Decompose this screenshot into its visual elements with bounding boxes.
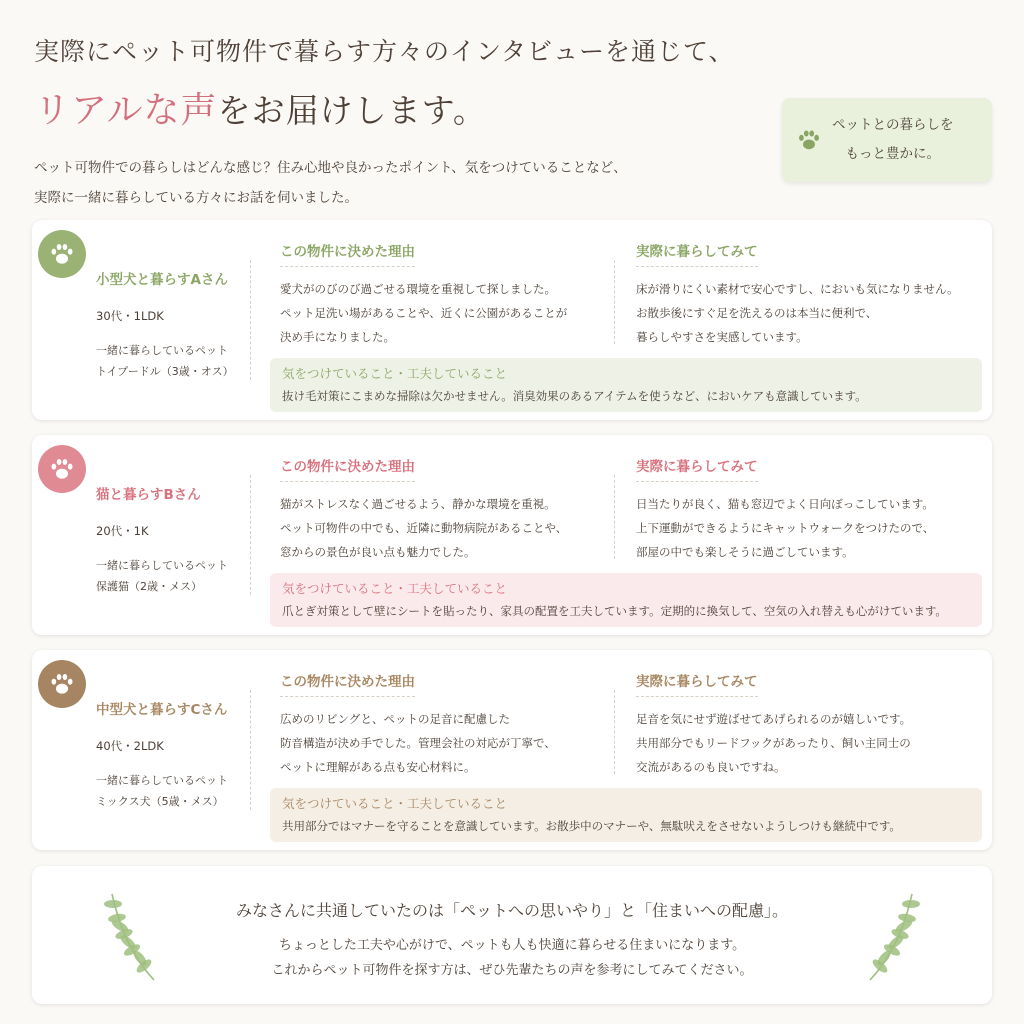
living-section bbox=[636, 240, 976, 349]
tips-heading: 気をつけていること・工夫していること bbox=[282, 581, 508, 596]
section-heading: 実際に暮らしてみて bbox=[636, 670, 758, 697]
text-line: 足音を気にせず遊ばせてあげられるのが嬉しいです。 bbox=[636, 712, 912, 726]
interview-card bbox=[32, 435, 992, 635]
page-header bbox=[34, 32, 794, 213]
text-line: 猫がストレスなく過ごせるよう、静かな環境を重視。 bbox=[280, 497, 556, 511]
summary-line: ちょっとした工夫や心がけで、ペットも人も快適に暮らせる住まいになります。 bbox=[278, 938, 746, 953]
summary-line: これからペット可物件を探す方は、ぜひ先輩たちの声を参考にしてみてください。 bbox=[271, 963, 753, 978]
paw-icon bbox=[38, 660, 86, 708]
page-title-line2 bbox=[34, 82, 794, 133]
interviewee-meta: 40代・2LDK bbox=[96, 739, 164, 753]
section-heading: 実際に暮らしてみて bbox=[636, 240, 758, 267]
interviewee-info bbox=[96, 698, 256, 812]
interviewee-info bbox=[96, 268, 256, 382]
interview-card bbox=[32, 650, 992, 850]
section-heading: この物件に決めた理由 bbox=[280, 670, 415, 697]
section-text bbox=[280, 492, 600, 564]
section-heading: この物件に決めた理由 bbox=[280, 240, 415, 267]
pet-detail: トイプードル（3歳・オス） bbox=[96, 365, 234, 378]
interviewee-name: 小型犬と暮らすAさん bbox=[96, 272, 228, 288]
paw-icon bbox=[38, 230, 86, 278]
text-line: ペットに理解がある点も安心材料に。 bbox=[280, 760, 476, 774]
paw-icon bbox=[796, 127, 822, 153]
section-text bbox=[636, 707, 976, 779]
tips-heading: 気をつけていること・工夫していること bbox=[282, 366, 508, 381]
text-line: 上下運動ができるようにキャットウォークをつけたので、 bbox=[636, 521, 935, 535]
page-title-line1: 実際にペット可物件で暮らす方々のインタビューを通じて、 bbox=[34, 37, 735, 66]
lead-text bbox=[34, 153, 794, 213]
divider bbox=[250, 475, 251, 595]
tips-heading: 気をつけていること・工夫していること bbox=[282, 796, 508, 811]
tips-text: 爪とぎ対策として壁にシートを貼ったり、家具の配置を工夫しています。定期的に換気して、空気の入れ替えも心がけています。 bbox=[282, 604, 947, 618]
text-line: 日当たりが良く、猫も窓辺でよく日向ぼっこしています。 bbox=[636, 497, 934, 511]
pet-info bbox=[96, 340, 256, 382]
section-text bbox=[636, 492, 976, 564]
tips-box bbox=[270, 573, 982, 627]
tagline-line: もっと豊かに。 bbox=[845, 146, 940, 162]
divider bbox=[250, 690, 251, 810]
text-line: 窓からの景色が良い点も魅力でした。 bbox=[280, 545, 476, 559]
text-line: 決め手になりました。 bbox=[280, 330, 395, 344]
pet-label: 一緒に暮らしているペット bbox=[96, 344, 228, 357]
pet-detail: 保護猫（2歳・メス） bbox=[96, 580, 202, 593]
divider bbox=[614, 690, 615, 774]
divider bbox=[614, 260, 615, 344]
divider bbox=[250, 260, 251, 380]
tagline-box bbox=[782, 98, 992, 182]
section-text bbox=[280, 707, 600, 779]
leaf-branch-icon bbox=[84, 888, 164, 984]
lead-line: 実際に一緒に暮らしている方々にお話を伺いました。 bbox=[34, 190, 358, 206]
lead-line: ペット可物件での暮らしはどんな感じ？住み心地や良かったポイント、気をつけていることなど、 bbox=[34, 160, 627, 176]
text-line: 広めのリビングと、ペットの足音に配慮した bbox=[280, 712, 510, 726]
tagline-line: ペットとの暮らしを bbox=[832, 117, 954, 133]
reason-section bbox=[280, 240, 600, 349]
leaf-branch-icon bbox=[860, 888, 940, 984]
tips-text: 共用部分ではマナーを守ることを意識しています。お散歩中のマナーや、無駄吠えをさせないようしつけも継続中です。 bbox=[282, 819, 901, 833]
text-line: 防音構造が決め手でした。管理会社の対応が丁寧で、 bbox=[280, 736, 556, 750]
text-line: ペット可物件の中でも、近隣に動物病院があることや、 bbox=[280, 521, 568, 535]
text-line: 交流があるのも良いですね。 bbox=[636, 760, 786, 774]
interview-card bbox=[32, 220, 992, 420]
title-accent: リアルな声 bbox=[34, 90, 218, 131]
section-text bbox=[280, 277, 600, 349]
interviewee-name: 猫と暮らすBさん bbox=[96, 487, 201, 503]
reason-section bbox=[280, 455, 600, 564]
text-line: 愛犬がのびのび過ごせる環境を重視して探しました。 bbox=[280, 282, 556, 296]
pet-info bbox=[96, 770, 256, 812]
text-line: お散歩後にすぐ足を洗えるのは本当に便利で、 bbox=[636, 306, 878, 320]
tagline-text bbox=[832, 111, 954, 169]
title-rest: をお届けします。 bbox=[217, 91, 487, 130]
interviewee-name: 中型犬と暮らすCさん bbox=[96, 702, 228, 718]
pet-label: 一緒に暮らしているペット bbox=[96, 774, 228, 787]
tips-box bbox=[270, 788, 982, 842]
text-line: 共用部分でもリードフックがあったり、飼い主同士の bbox=[636, 736, 911, 750]
interviewee-meta: 20代・1K bbox=[96, 524, 149, 538]
paw-icon bbox=[38, 445, 86, 493]
interviewee-meta: 30代・1LDK bbox=[96, 309, 164, 323]
summary-box bbox=[32, 866, 992, 1004]
pet-info bbox=[96, 555, 256, 597]
living-section bbox=[636, 455, 976, 564]
text-line: 暮らしやすさを実感しています。 bbox=[636, 330, 808, 344]
text-line: 床が滑りにくい素材で安心ですし、においも気になりません。 bbox=[636, 282, 959, 296]
section-text bbox=[636, 277, 976, 349]
divider bbox=[614, 475, 615, 559]
pet-detail: ミックス犬（5歳・メス） bbox=[96, 795, 224, 808]
text-line: 部屋の中でも楽しそうに過ごしています。 bbox=[636, 545, 854, 559]
tips-text: 抜け毛対策にこまめな掃除は欠かせません。消臭効果のあるアイテムを使うなど、においケアも意識しています。 bbox=[282, 389, 867, 403]
pet-label: 一緒に暮らしているペット bbox=[96, 559, 228, 572]
summary-body bbox=[32, 933, 992, 983]
text-line: ペット足洗い場があることや、近くに公園があることが bbox=[280, 306, 568, 320]
summary-title: みなさんに共通していたのは「ペットへの思いやり」と「住まいへの配慮」。 bbox=[235, 901, 788, 920]
living-section bbox=[636, 670, 976, 779]
reason-section bbox=[280, 670, 600, 779]
section-heading: 実際に暮らしてみて bbox=[636, 455, 758, 482]
tips-box bbox=[270, 358, 982, 412]
section-heading: この物件に決めた理由 bbox=[280, 455, 415, 482]
interviewee-info bbox=[96, 483, 256, 597]
